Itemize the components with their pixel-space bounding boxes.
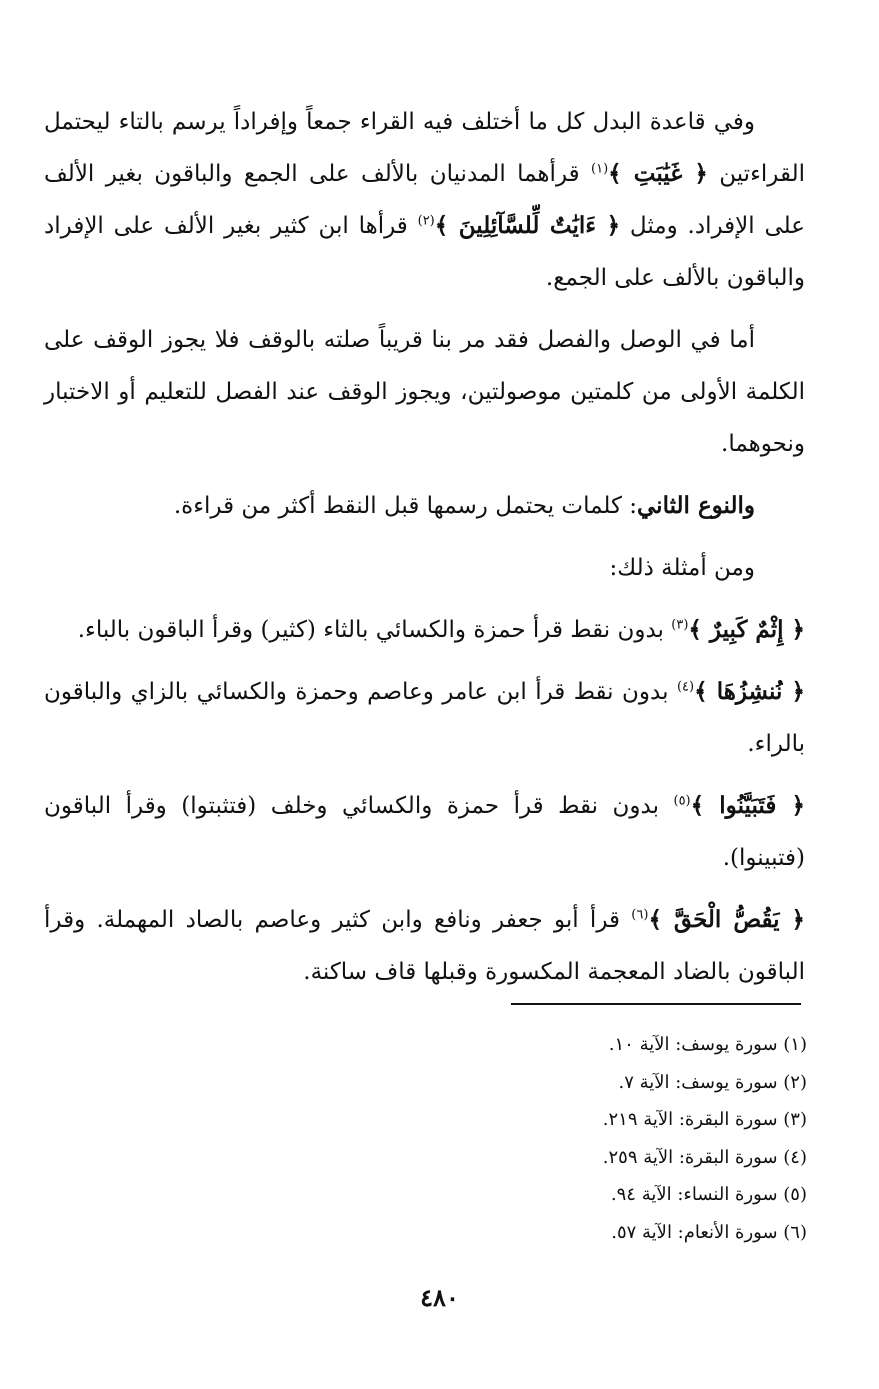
page-number: ٤٨٠ xyxy=(420,1283,459,1312)
paragraph-6-text: بدون نقط قرأ ابن عامر وعاصم وحمزة والكسائي بالزاي والباقون بالراء. xyxy=(44,679,805,757)
paragraph-8 xyxy=(44,894,805,998)
main-text xyxy=(44,96,805,1008)
footnote-ref-5: (٥) xyxy=(673,793,691,809)
footnote-1: (١) سورة يوسف: الآية ١٠. xyxy=(608,1034,807,1055)
paragraph-7 xyxy=(44,780,805,884)
footnote-ref-1: (١) xyxy=(591,161,609,177)
footnote-3: (٣) سورة البقرة: الآية ٢١٩. xyxy=(602,1109,807,1130)
footnote-4: (٤) سورة البقرة: الآية ٢٥٩. xyxy=(602,1146,807,1168)
paragraph-1-text-c: قرأها ابن كثير بغير الألف على الإفراد والباقون بالألف على الجمع. xyxy=(44,213,805,291)
paragraph-8-text: قرأ أبو جعفر ونافع وابن كثير وعاصم بالصاد المهملة. وقرأ الباقون بالضاد المعجمة المكسورة وقبلها قاف ساكنة. xyxy=(44,907,805,985)
paragraph-1-text-a: وفي قاعدة البدل كل ما أختلف فيه القراء جمعاً وإفراداً يرسم بالتاء ليحتمل القراءتين xyxy=(44,109,805,187)
paragraph-3 xyxy=(44,480,805,532)
section-label: والنوع الثاني xyxy=(637,492,755,519)
footnote-ref-3: (٣) xyxy=(671,617,689,633)
paragraph-2-text: أما في الوصل والفصل فقد مر بنا قريباً صلته بالوقف فلا يجوز الوقف على الكلمة الأولى من كلمتين موصولتين، ويجوز الوقف عند الفصل للتعليم أو الاختبار ونحوهما. xyxy=(44,327,805,457)
paragraph-3-text: : كلمات يحتمل رسمها قبل النقط أكثر من قراءة. xyxy=(173,493,638,519)
paragraph-2 xyxy=(44,314,805,470)
quran-quote-2: ﴿ ءَايَٰتٌ لِّلسَّآئِلِينَ ﴾ xyxy=(434,212,621,239)
paragraph-1 xyxy=(44,96,805,304)
quran-quote-1: ﴿ غَيَٰبَتِ ﴾ xyxy=(608,160,708,187)
quran-quote-6: ﴿ يَقُصُّ الْحَقَّ ﴾ xyxy=(648,906,805,933)
footnotes xyxy=(307,1026,807,1251)
footnote-separator xyxy=(511,1003,801,1005)
footnote-2: (٢) سورة يوسف: الآية ٧. xyxy=(618,1071,807,1093)
footnote-ref-4: (٤) xyxy=(676,679,695,695)
footnote-6: (٦) سورة الأنعام: الآية ٥٧. xyxy=(611,1221,807,1243)
quran-quote-3: ﴿ إِثْمٌ كَبِيرٌ ﴾ xyxy=(688,616,805,643)
paragraph-1-text-b: قرأهما المدنيان بالألف على الجمع والباقون بغير الألف على الإفراد. ومثل xyxy=(44,161,805,239)
footnote-5: (٥) سورة النساء: الآية ٩٤. xyxy=(610,1184,807,1205)
quran-quote-5: ﴿ فَتَبَيَّنُوا ﴾ xyxy=(690,792,805,819)
paragraph-6 xyxy=(44,666,805,770)
paragraph-5-text: بدون نقط قرأ حمزة والكسائي بالثاء (كثير) وقرأ الباقون بالباء. xyxy=(77,617,672,643)
footnote-ref-6: (٦) xyxy=(631,907,649,923)
quran-quote-4: ﴿ نُنشِزُهَا ﴾ xyxy=(694,678,805,705)
paragraph-4-text: ومن أمثلة ذلك: xyxy=(609,555,755,581)
paragraph-5 xyxy=(44,604,805,656)
paragraph-4 xyxy=(44,542,805,594)
footnote-ref-2: (٢) xyxy=(417,213,435,229)
paragraph-7-text: بدون نقط قرأ حمزة والكسائي وخلف (فتثبتوا) وقرأ الباقون (فتبينوا). xyxy=(44,793,805,871)
